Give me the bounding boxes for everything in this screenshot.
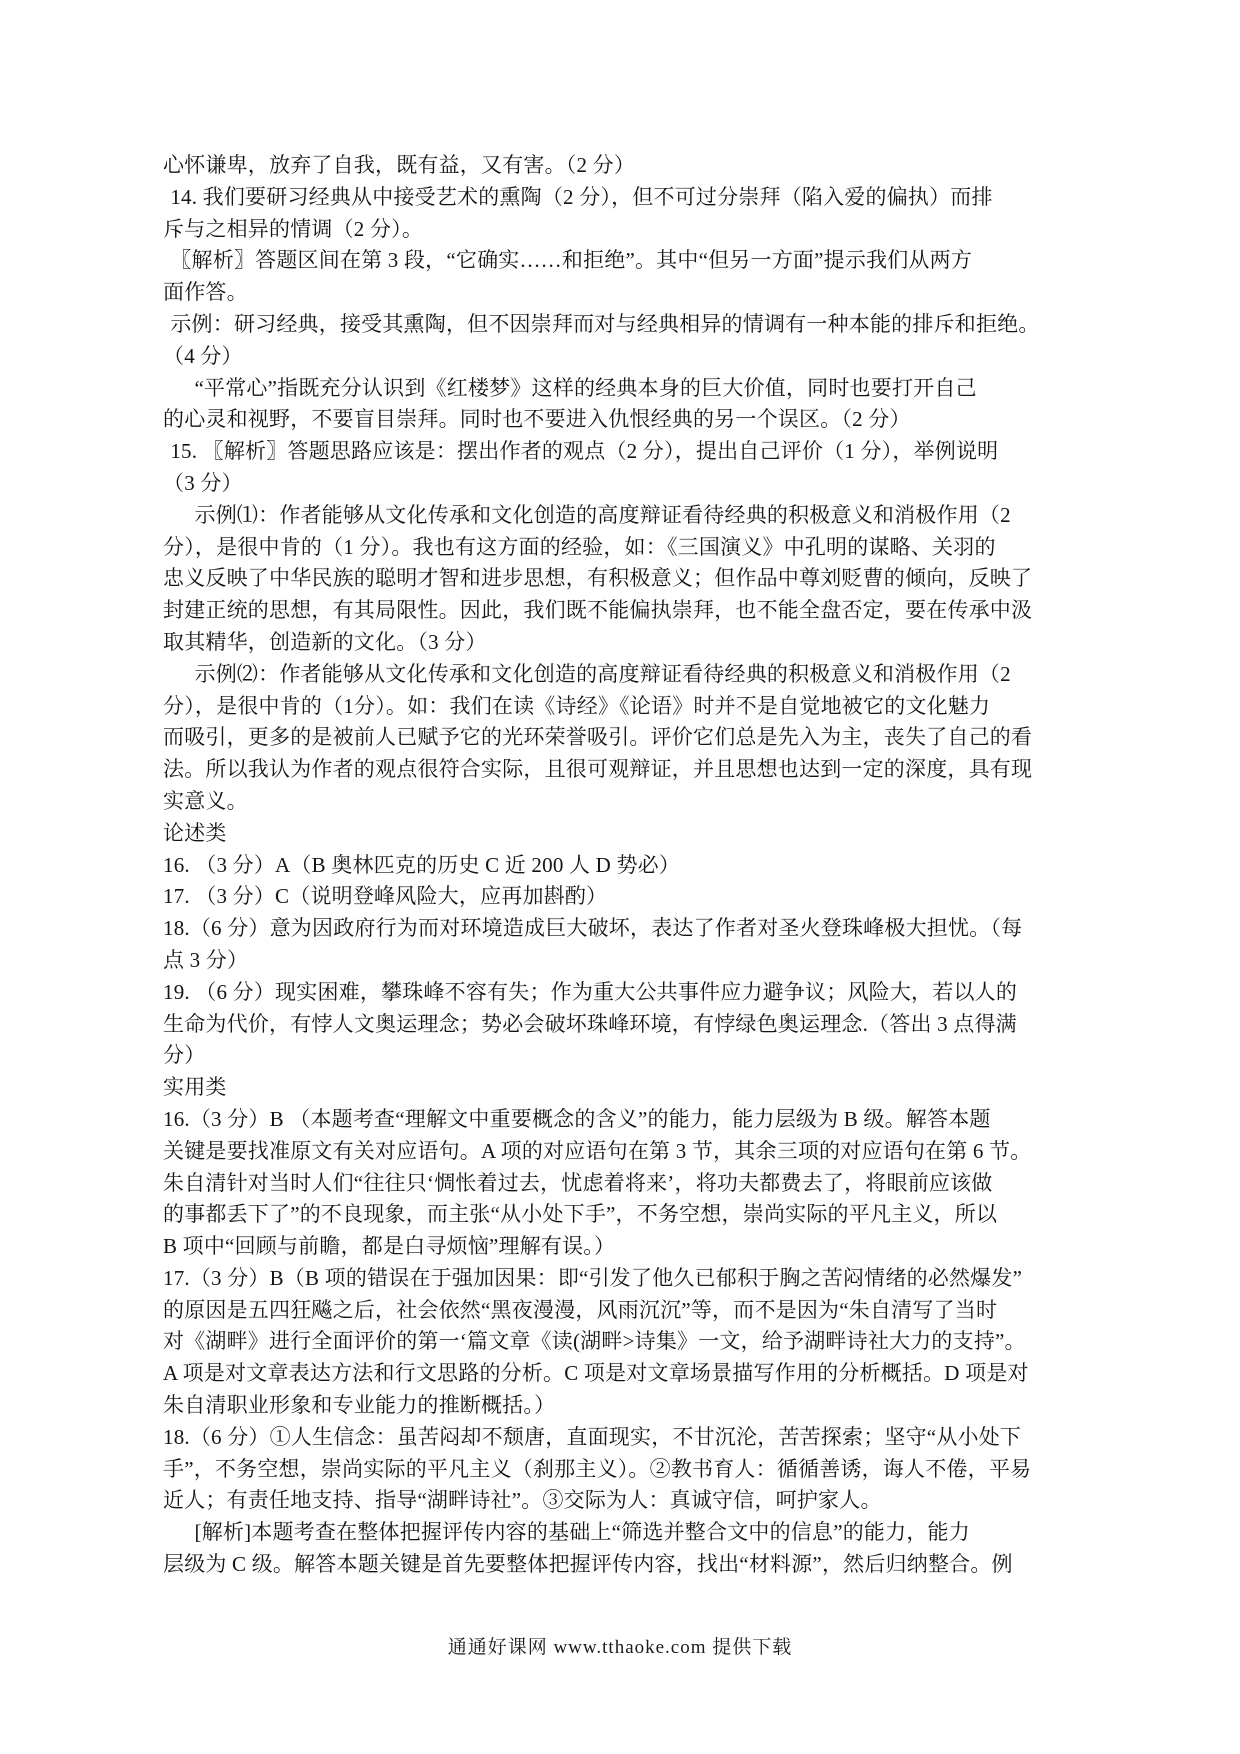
text-line: 分），是很中肯的（1 分）。我也有这方面的经验，如：《三国演义》中孔明的谋略、关羽的 xyxy=(163,534,996,559)
text-line: 分），是很中肯的（1分）。如：我们在读《诗经》《论语》时并不是自觉地被它的文化魅力 xyxy=(163,693,991,718)
text-line: [解析]本题考查在整体把握评传内容的基础上“筛选并整合文中的信息”的能力，能力 xyxy=(194,1520,970,1545)
text-line: 实意义。 xyxy=(163,788,248,813)
footer-watermark: 通通好课网 www.tthaoke.com 提供下载 xyxy=(447,1637,793,1658)
text-line: 对《湖畔》进行全面评价的第一‘篇文章《读(湖畔>诗集》一文，给予湖畔诗社大力的支持”。 xyxy=(163,1329,1026,1354)
section-heading: 论述类 xyxy=(163,820,227,845)
text-line: 示例⑵：作者能够从文化传承和文化创造的高度辩证看待经典的积极意义和消极作用（2 xyxy=(194,661,1011,686)
text-line: 点 3 分） xyxy=(163,947,249,972)
text-line: 而吸引，更多的是被前人已赋予它的光环荣誉吸引。评价它们总是先入为主，丧失了自己的看 xyxy=(163,725,1033,750)
text-line: 16.（3 分）B （本题考查“理解文中重要概念的含义”的能力，能力层级为 B 级。解答本题 xyxy=(163,1106,991,1131)
text-line: 18.（6 分）①人生信念：虽苦闷却不颓唐，直面现实，不甘沉沦，苦苦探索；坚守“从小处下 xyxy=(163,1424,1022,1449)
text-line: 手”，不务空想，崇尚实际的平凡主义（刹那主义）。②教书育人：循循善诱，诲人不倦，平易 xyxy=(163,1456,1032,1481)
text-line: 的原因是五四狂飚之后，社会依然“黑夜漫漫，风雨沉沉”等，而不是因为“朱自清写了当时 xyxy=(163,1297,998,1322)
text-line: 朱自清职业形象和专业能力的推断概括。） xyxy=(163,1393,556,1418)
text-line: 忠义反映了中华民族的聪明才智和进步思想，有积极意义；但作品中尊刘贬曹的倾向，反映了 xyxy=(163,566,1033,591)
text-line: 15. 〖解析〗答题思路应该是：摆出作者的观点（2 分），提出自己评价（1 分），举例说明 xyxy=(170,439,999,464)
text-line: 斥与之相异的情调（2 分）。 xyxy=(163,216,424,241)
text-line: 示例⑴：作者能够从文化传承和文化创造的高度辩证看待经典的积极意义和消极作用（2 xyxy=(194,502,1011,527)
text-line: 的心灵和视野，不要盲目崇拜。同时也不要进入仇恨经典的另一个误区。（2 分） xyxy=(163,407,911,432)
text-line: 面作答。 xyxy=(163,280,248,305)
text-line: “平常心”指既充分认识到《红楼梦》这样的经典本身的巨大价值，同时也要打开自己 xyxy=(194,375,977,400)
text-line: 法。所以我认为作者的观点很符合实际，且很可观辩证，并且思想也达到一定的深度，具有现 xyxy=(163,757,1033,782)
text-line: 14. 我们要研习经典从中接受艺术的熏陶（2 分），但不可过分崇拜（陷入爱的偏执）而排 xyxy=(170,184,993,209)
text-line: 近人；有责任地支持、指导“湖畔诗社”。③交际为人：真诚守信，呵护家人。 xyxy=(163,1488,882,1513)
answer-key-text-block xyxy=(163,150,1087,1581)
text-line: B 项中“回顾与前瞻，都是白寻烦恼”理解有误。） xyxy=(163,1234,616,1259)
text-line: 生命为代价，有悖人文奥运理念；势必会破坏珠峰环境，有悖绿色奥运理念.（答出 3 点得满 xyxy=(163,1011,1017,1036)
text-line: 示例：研习经典，接受其熏陶，但不因崇拜而对与经典相异的情调有一种本能的排斥和拒绝。 xyxy=(170,311,1040,336)
section-heading: 实用类 xyxy=(163,1075,227,1100)
text-line: 16. （3 分）A（B 奥林匹克的历史 C 近 200 人 D 势必） xyxy=(163,852,681,877)
text-line: 〖解析〗答题区间在第 3 段，“它确实……和拒绝”。其中“但另一方面”提示我们从两方 xyxy=(170,248,973,273)
text-line: 关键是要找准原文有关对应语句。A 项的对应语句在第 3 节，其余三项的对应语句在第 6 节。 xyxy=(163,1138,1032,1163)
text-line: 分） xyxy=(163,1043,206,1068)
text-line: 封建正统的思想，有其局限性。因此，我们既不能偏执崇拜，也不能全盘否定，要在传承中汲 xyxy=(163,598,1033,623)
text-line: 17.（3 分）B（B 项的错误在于强加因果：即“引发了他久已郁积于胸之苦闷情绪的必然爆发” xyxy=(163,1265,1023,1290)
text-line: 朱自清针对当时人们“往往只‘惆怅着过去，忧虑着将来’，将功夫都费去了，将眼前应该做 xyxy=(163,1170,993,1195)
text-line: （4 分） xyxy=(163,343,243,368)
text-line: 18.（6 分）意为因政府行为而对环境造成巨大破坏，表达了作者对圣火登珠峰极大担忧。（每 xyxy=(163,916,1023,941)
text-line: 心怀谦卑，放弃了自我，既有益，又有害。（2 分） xyxy=(163,153,636,177)
text-line: 层级为 C 级。解答本题关键是首先要整体把握评传内容，找出“材料源”，然后归纳整合。例 xyxy=(163,1552,1013,1577)
text-line: （3 分） xyxy=(163,470,243,495)
text-line: 17. （3 分）C（说明登峰风险大，应再加斟酌） xyxy=(163,884,608,909)
text-line: A 项是对文章表达方法和行文思路的分析。C 项是对文章场景描写作用的分析概括。D 项是对 xyxy=(163,1361,1029,1386)
text-line: 19. （6 分）现实困难，攀珠峰不容有失；作为重大公共事件应力避争议；风险大，若以人的 xyxy=(163,979,1018,1004)
text-line: 取其精华，创造新的文化。（3 分） xyxy=(163,629,487,654)
text-line: 的事都丢下了”的不良现象，而主张“从小处下手”，不务空想，崇尚实际的平凡主义，所以 xyxy=(163,1202,998,1227)
